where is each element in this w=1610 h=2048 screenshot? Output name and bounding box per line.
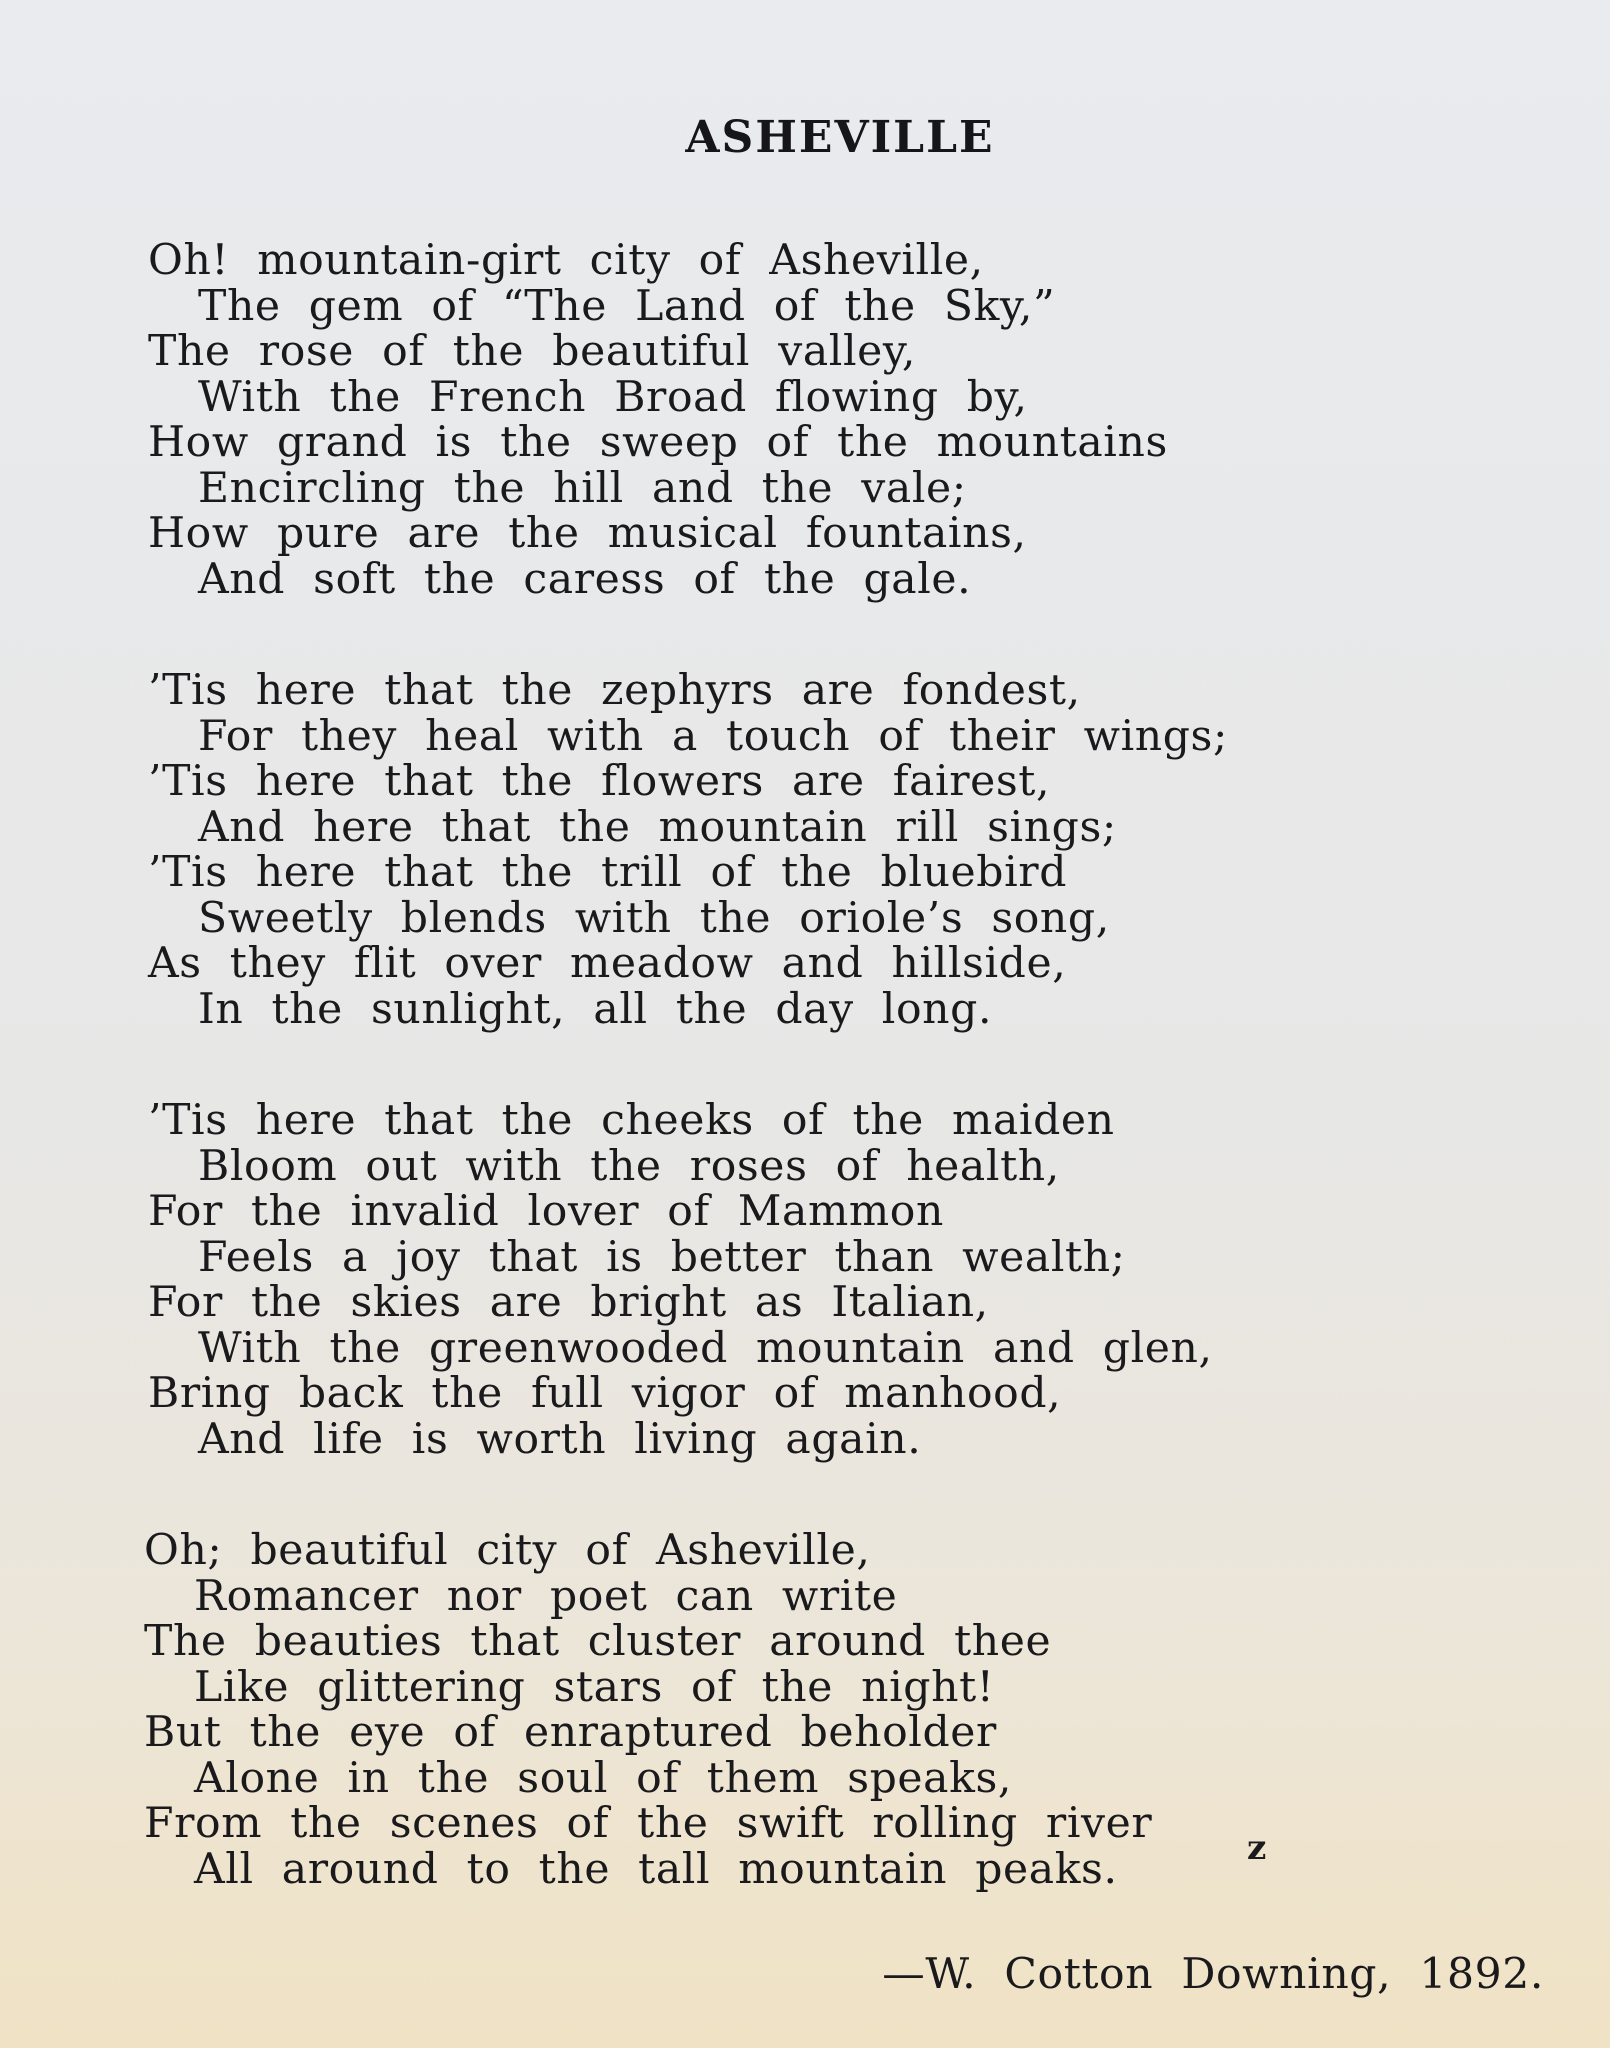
- poem-line: ’Tis here that the flowers are fairest,: [148, 757, 1051, 806]
- poem-body: [144, 236, 1488, 1958]
- poem-line: Oh; beautiful city of Asheville,: [144, 1526, 871, 1575]
- stray-printed-mark: z: [1247, 1828, 1267, 1868]
- poem-line: Sweetly blends with the oriole’s song,: [198, 893, 1110, 943]
- poem-title: ASHEVILLE: [685, 112, 995, 163]
- poem-line: Oh! mountain-girt city of Asheville,: [148, 236, 984, 285]
- poem-line: For the skies are bright as Italian,: [148, 1278, 989, 1327]
- poem-line: And here that the mountain rill sings;: [198, 802, 1117, 852]
- poem-line: The beauties that cluster around thee: [144, 1617, 1052, 1666]
- poem-line: Encircling the hill and the vale;: [198, 463, 967, 513]
- poem-line: ’Tis here that the cheeks of the maiden: [148, 1096, 1115, 1145]
- poem-line: From the scenes of the swift rolling river: [144, 1799, 1153, 1848]
- poem-line: ’Tis here that the trill of the bluebird: [148, 848, 1068, 897]
- poem-line: As they flit over meadow and hillside,: [148, 939, 1067, 988]
- poem-line: How pure are the musical fountains,: [148, 509, 1027, 558]
- poem-line: Bloom out with the roses of health,: [198, 1141, 1060, 1191]
- poem-line: For they heal with a touch of their wings;: [198, 711, 1228, 761]
- poem-line: With the French Broad flowing by,: [198, 372, 1028, 422]
- poem-line: In the sunlight, all the day long.: [198, 984, 993, 1034]
- poem-line: Alone in the soul of them speaks,: [194, 1753, 1012, 1803]
- poem-line: And life is worth living again.: [198, 1414, 922, 1464]
- poem-line: The rose of the beautiful valley,: [148, 327, 916, 376]
- poem-line: The gem of “The Land of the Sky,”: [198, 281, 1056, 331]
- poem-line: Feels a joy that is better than wealth;: [198, 1232, 1126, 1282]
- poem-line: How grand is the sweep of the mountains: [148, 418, 1168, 467]
- poem-line: With the greenwooded mountain and glen,: [198, 1323, 1213, 1373]
- poem-line: Like glittering stars of the night!: [194, 1662, 995, 1712]
- poem-line: For the invalid lover of Mammon: [148, 1187, 944, 1236]
- poem-line: But the eye of enraptured beholder: [144, 1708, 997, 1757]
- poem-line: And soft the caress of the gale.: [198, 554, 972, 604]
- poem-line: Romancer nor poet can write: [194, 1571, 898, 1621]
- stanza-1: [148, 238, 1488, 602]
- stanza-2: [148, 668, 1488, 1032]
- stanza-4: [144, 1528, 1488, 1892]
- poem-attribution: —W. Cotton Downing, 1892.: [882, 1950, 1544, 1999]
- poem-line: Bring back the full vigor of manhood,: [148, 1369, 1062, 1418]
- poem-line: All around to the tall mountain peaks.: [194, 1844, 1118, 1894]
- stanza-3: [148, 1098, 1488, 1462]
- poem-line: ’Tis here that the zephyrs are fondest,: [148, 666, 1081, 715]
